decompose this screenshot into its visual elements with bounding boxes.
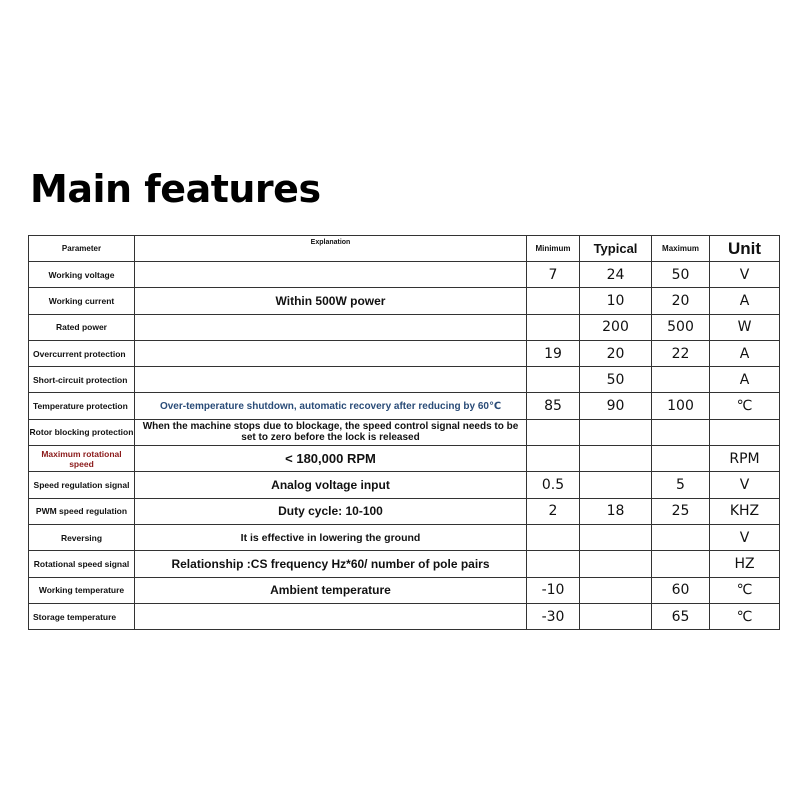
maximum-cell: 60 — [652, 577, 710, 603]
header-parameter: Parameter — [29, 236, 135, 262]
table-row — [29, 262, 780, 288]
table-row — [29, 472, 780, 498]
explanation-cell: Relationship :CS frequency Hz*60/ number of pole pairs — [135, 551, 527, 577]
header-minimum: Minimum — [527, 236, 580, 262]
unit-cell: ℃ — [710, 577, 780, 603]
explanation-cell: It is effective in lowering the ground — [135, 524, 527, 550]
typical-cell — [580, 419, 652, 445]
typical-cell: 10 — [580, 288, 652, 314]
parameter-cell: PWM speed regulation — [29, 498, 135, 524]
table-row — [29, 367, 780, 393]
table-row — [29, 446, 780, 472]
features-table — [28, 235, 780, 630]
minimum-cell: 19 — [527, 340, 580, 366]
explanation-cell: Ambient temperature — [135, 577, 527, 603]
maximum-cell — [652, 524, 710, 550]
unit-cell: A — [710, 367, 780, 393]
typical-cell: 90 — [580, 393, 652, 419]
explanation-cell — [135, 367, 527, 393]
typical-cell — [580, 577, 652, 603]
typical-cell — [580, 551, 652, 577]
unit-cell: W — [710, 314, 780, 340]
maximum-cell — [652, 551, 710, 577]
parameter-cell: Speed regulation signal — [29, 472, 135, 498]
unit-cell: A — [710, 288, 780, 314]
parameter-cell: Overcurrent protection — [29, 340, 135, 366]
typical-cell — [580, 446, 652, 472]
parameter-cell: Short-circuit protection — [29, 367, 135, 393]
parameter-cell: Storage temperature — [29, 603, 135, 629]
maximum-cell: 20 — [652, 288, 710, 314]
maximum-cell: 5 — [652, 472, 710, 498]
table-row — [29, 551, 780, 577]
typical-cell — [580, 603, 652, 629]
table-row — [29, 603, 780, 629]
table-row — [29, 340, 780, 366]
parameter-cell: Maximum rotational speed — [29, 446, 135, 472]
explanation-cell: Within 500W power — [135, 288, 527, 314]
maximum-cell: 100 — [652, 393, 710, 419]
explanation-cell — [135, 314, 527, 340]
table-row — [29, 288, 780, 314]
minimum-cell — [527, 524, 580, 550]
maximum-cell — [652, 419, 710, 445]
minimum-cell — [527, 446, 580, 472]
parameter-cell: Working voltage — [29, 262, 135, 288]
explanation-cell: Duty cycle: 10-100 — [135, 498, 527, 524]
minimum-cell — [527, 288, 580, 314]
unit-cell: HZ — [710, 551, 780, 577]
typical-cell — [580, 524, 652, 550]
explanation-cell: Analog voltage input — [135, 472, 527, 498]
parameter-cell: Rated power — [29, 314, 135, 340]
minimum-cell — [527, 367, 580, 393]
maximum-cell: 25 — [652, 498, 710, 524]
typical-cell: 20 — [580, 340, 652, 366]
table-row — [29, 577, 780, 603]
typical-cell: 50 — [580, 367, 652, 393]
parameter-cell: Reversing — [29, 524, 135, 550]
maximum-cell: 65 — [652, 603, 710, 629]
unit-cell: V — [710, 524, 780, 550]
unit-cell: A — [710, 340, 780, 366]
minimum-cell: 7 — [527, 262, 580, 288]
minimum-cell: 85 — [527, 393, 580, 419]
table-row — [29, 498, 780, 524]
maximum-cell: 22 — [652, 340, 710, 366]
unit-cell — [710, 419, 780, 445]
table-row — [29, 314, 780, 340]
unit-cell: KHZ — [710, 498, 780, 524]
minimum-cell: 2 — [527, 498, 580, 524]
explanation-cell: Over-temperature shutdown, automatic recovery after reducing by 60℃ — [135, 393, 527, 419]
maximum-cell: 50 — [652, 262, 710, 288]
explanation-cell — [135, 262, 527, 288]
parameter-cell: Working current — [29, 288, 135, 314]
unit-cell: ℃ — [710, 393, 780, 419]
unit-cell: V — [710, 262, 780, 288]
header-unit: Unit — [710, 236, 780, 262]
minimum-cell — [527, 551, 580, 577]
table-header-row — [29, 236, 780, 262]
header-explanation: Explanation — [135, 236, 527, 262]
table-row — [29, 419, 780, 445]
maximum-cell — [652, 446, 710, 472]
parameter-cell: Rotor blocking protection — [29, 419, 135, 445]
maximum-cell — [652, 367, 710, 393]
minimum-cell: -30 — [527, 603, 580, 629]
typical-cell: 24 — [580, 262, 652, 288]
parameter-cell: Rotational speed signal — [29, 551, 135, 577]
typical-cell — [580, 472, 652, 498]
explanation-cell: When the machine stops due to blockage, the speed control signal needs to be set to zero before the lock is released — [135, 419, 527, 445]
table-row — [29, 524, 780, 550]
explanation-cell — [135, 340, 527, 366]
header-maximum: Maximum — [652, 236, 710, 262]
typical-cell: 200 — [580, 314, 652, 340]
minimum-cell — [527, 419, 580, 445]
minimum-cell: 0.5 — [527, 472, 580, 498]
explanation-cell: < 180,000 RPM — [135, 446, 527, 472]
page-title: Main features — [30, 167, 321, 211]
minimum-cell — [527, 314, 580, 340]
header-typical: Typical — [580, 236, 652, 262]
maximum-cell: 500 — [652, 314, 710, 340]
explanation-cell — [135, 603, 527, 629]
table-row — [29, 393, 780, 419]
unit-cell: V — [710, 472, 780, 498]
minimum-cell: -10 — [527, 577, 580, 603]
parameter-cell: Temperature protection — [29, 393, 135, 419]
unit-cell: RPM — [710, 446, 780, 472]
parameter-cell: Working temperature — [29, 577, 135, 603]
unit-cell: ℃ — [710, 603, 780, 629]
typical-cell: 18 — [580, 498, 652, 524]
